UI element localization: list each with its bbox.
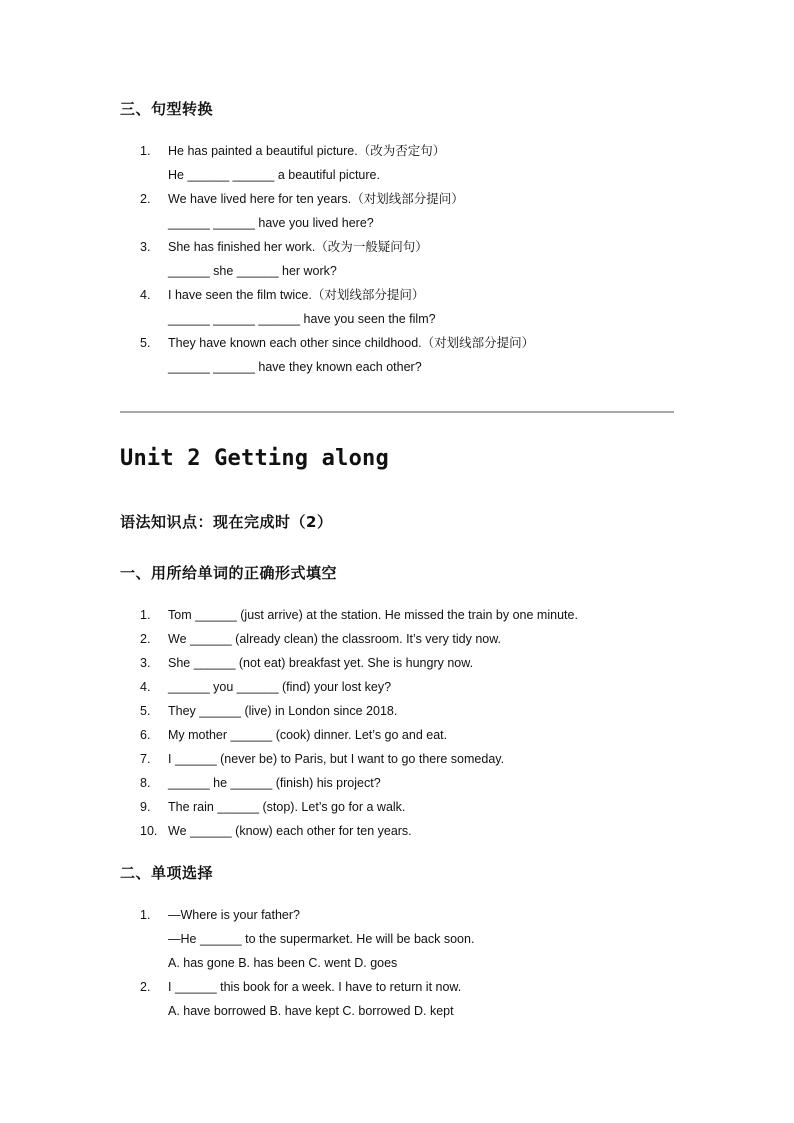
grammar-heading: 语法知识点：现在完成时（2）	[120, 513, 333, 531]
item-number: 1.	[140, 908, 151, 922]
item-text: They ______ (live) in London since 2018.	[168, 704, 398, 718]
list-item	[120, 283, 534, 331]
item-options: A. has gone B. has been C. went D. goes	[168, 956, 398, 970]
list-item	[120, 723, 578, 747]
item-question: I ______ this book for a week. I have to return it now.	[168, 980, 462, 994]
sentence-transformation-list	[120, 139, 534, 379]
section-heading-fill-in: 一、用所给单词的正确形式填空	[120, 564, 338, 582]
section-heading-sentence-transformation: 三、句型转换	[120, 100, 214, 118]
item-text: We ______ (know) each other for ten years.	[168, 824, 412, 838]
item-number: 4.	[140, 288, 151, 302]
list-item	[120, 603, 578, 627]
item-prompt: They have known each other since childhood.（对划线部分提问）	[168, 336, 535, 350]
list-item	[120, 627, 578, 651]
list-item	[120, 771, 578, 795]
item-text: ______ he ______ (finish) his project?	[168, 776, 381, 790]
item-number: 10.	[140, 824, 158, 838]
list-item	[120, 235, 534, 283]
item-dialogue-line: —Where is your father?	[168, 908, 300, 922]
item-prompt: We have lived here for ten years.（对划线部分提问）	[168, 192, 464, 206]
item-prompt: She has finished her work.（改为一般疑问句）	[168, 240, 428, 254]
list-item	[120, 331, 534, 379]
section-divider	[120, 411, 674, 413]
list-item	[120, 903, 474, 975]
item-text: ______ you ______ (find) your lost key?	[168, 680, 392, 694]
list-item	[120, 747, 578, 771]
item-text: My mother ______ (cook) dinner. Let’s go and eat.	[168, 728, 448, 742]
item-options: A. have borrowed B. have kept C. borrowed D. kept	[168, 1004, 454, 1018]
list-item	[120, 819, 578, 843]
item-number: 2.	[140, 192, 151, 206]
item-answer-line: ______ ______ have you lived here?	[168, 216, 374, 230]
item-number: 5.	[140, 336, 151, 350]
item-number: 1.	[140, 608, 151, 622]
item-text: Tom ______ (just arrive) at the station. He missed the train by one minute.	[168, 608, 578, 622]
item-number: 2.	[140, 632, 151, 646]
multiple-choice-list	[120, 903, 474, 1023]
item-number: 9.	[140, 800, 151, 814]
item-prompt: I have seen the film twice.（对划线部分提问）	[168, 288, 425, 302]
item-number: 1.	[140, 144, 151, 158]
list-item	[120, 187, 534, 235]
list-item	[120, 975, 474, 1023]
item-number: 3.	[140, 656, 151, 670]
item-number: 4.	[140, 680, 151, 694]
item-answer-line: ______ she ______ her work?	[168, 264, 337, 278]
item-text: The rain ______ (stop). Let’s go for a walk.	[168, 800, 406, 814]
item-text: I ______ (never be) to Paris, but I want to go there someday.	[168, 752, 505, 766]
item-answer-line: ______ ______ have they known each other?	[168, 360, 422, 374]
item-number: 8.	[140, 776, 151, 790]
item-number: 3.	[140, 240, 151, 254]
item-answer-line: ______ ______ ______ have you seen the film?	[168, 312, 436, 326]
item-number: 2.	[140, 980, 151, 994]
section-heading-multiple-choice: 二、单项选择	[120, 864, 214, 882]
item-number: 6.	[140, 728, 151, 742]
fill-in-list	[120, 603, 578, 843]
list-item	[120, 139, 534, 187]
list-item	[120, 651, 578, 675]
item-dialogue-line: —He ______ to the supermarket. He will be back soon.	[168, 932, 475, 946]
item-number: 5.	[140, 704, 151, 718]
item-answer-line: He ______ ______ a beautiful picture.	[168, 168, 380, 182]
item-prompt: He has painted a beautiful picture.（改为否定句）	[168, 144, 446, 158]
list-item	[120, 795, 578, 819]
unit-title: Unit 2 Getting along	[120, 446, 389, 471]
item-number: 7.	[140, 752, 151, 766]
item-text: We ______ (already clean) the classroom. It’s very tidy now.	[168, 632, 502, 646]
list-item	[120, 675, 578, 699]
item-text: She ______ (not eat) breakfast yet. She is hungry now.	[168, 656, 474, 670]
list-item	[120, 699, 578, 723]
